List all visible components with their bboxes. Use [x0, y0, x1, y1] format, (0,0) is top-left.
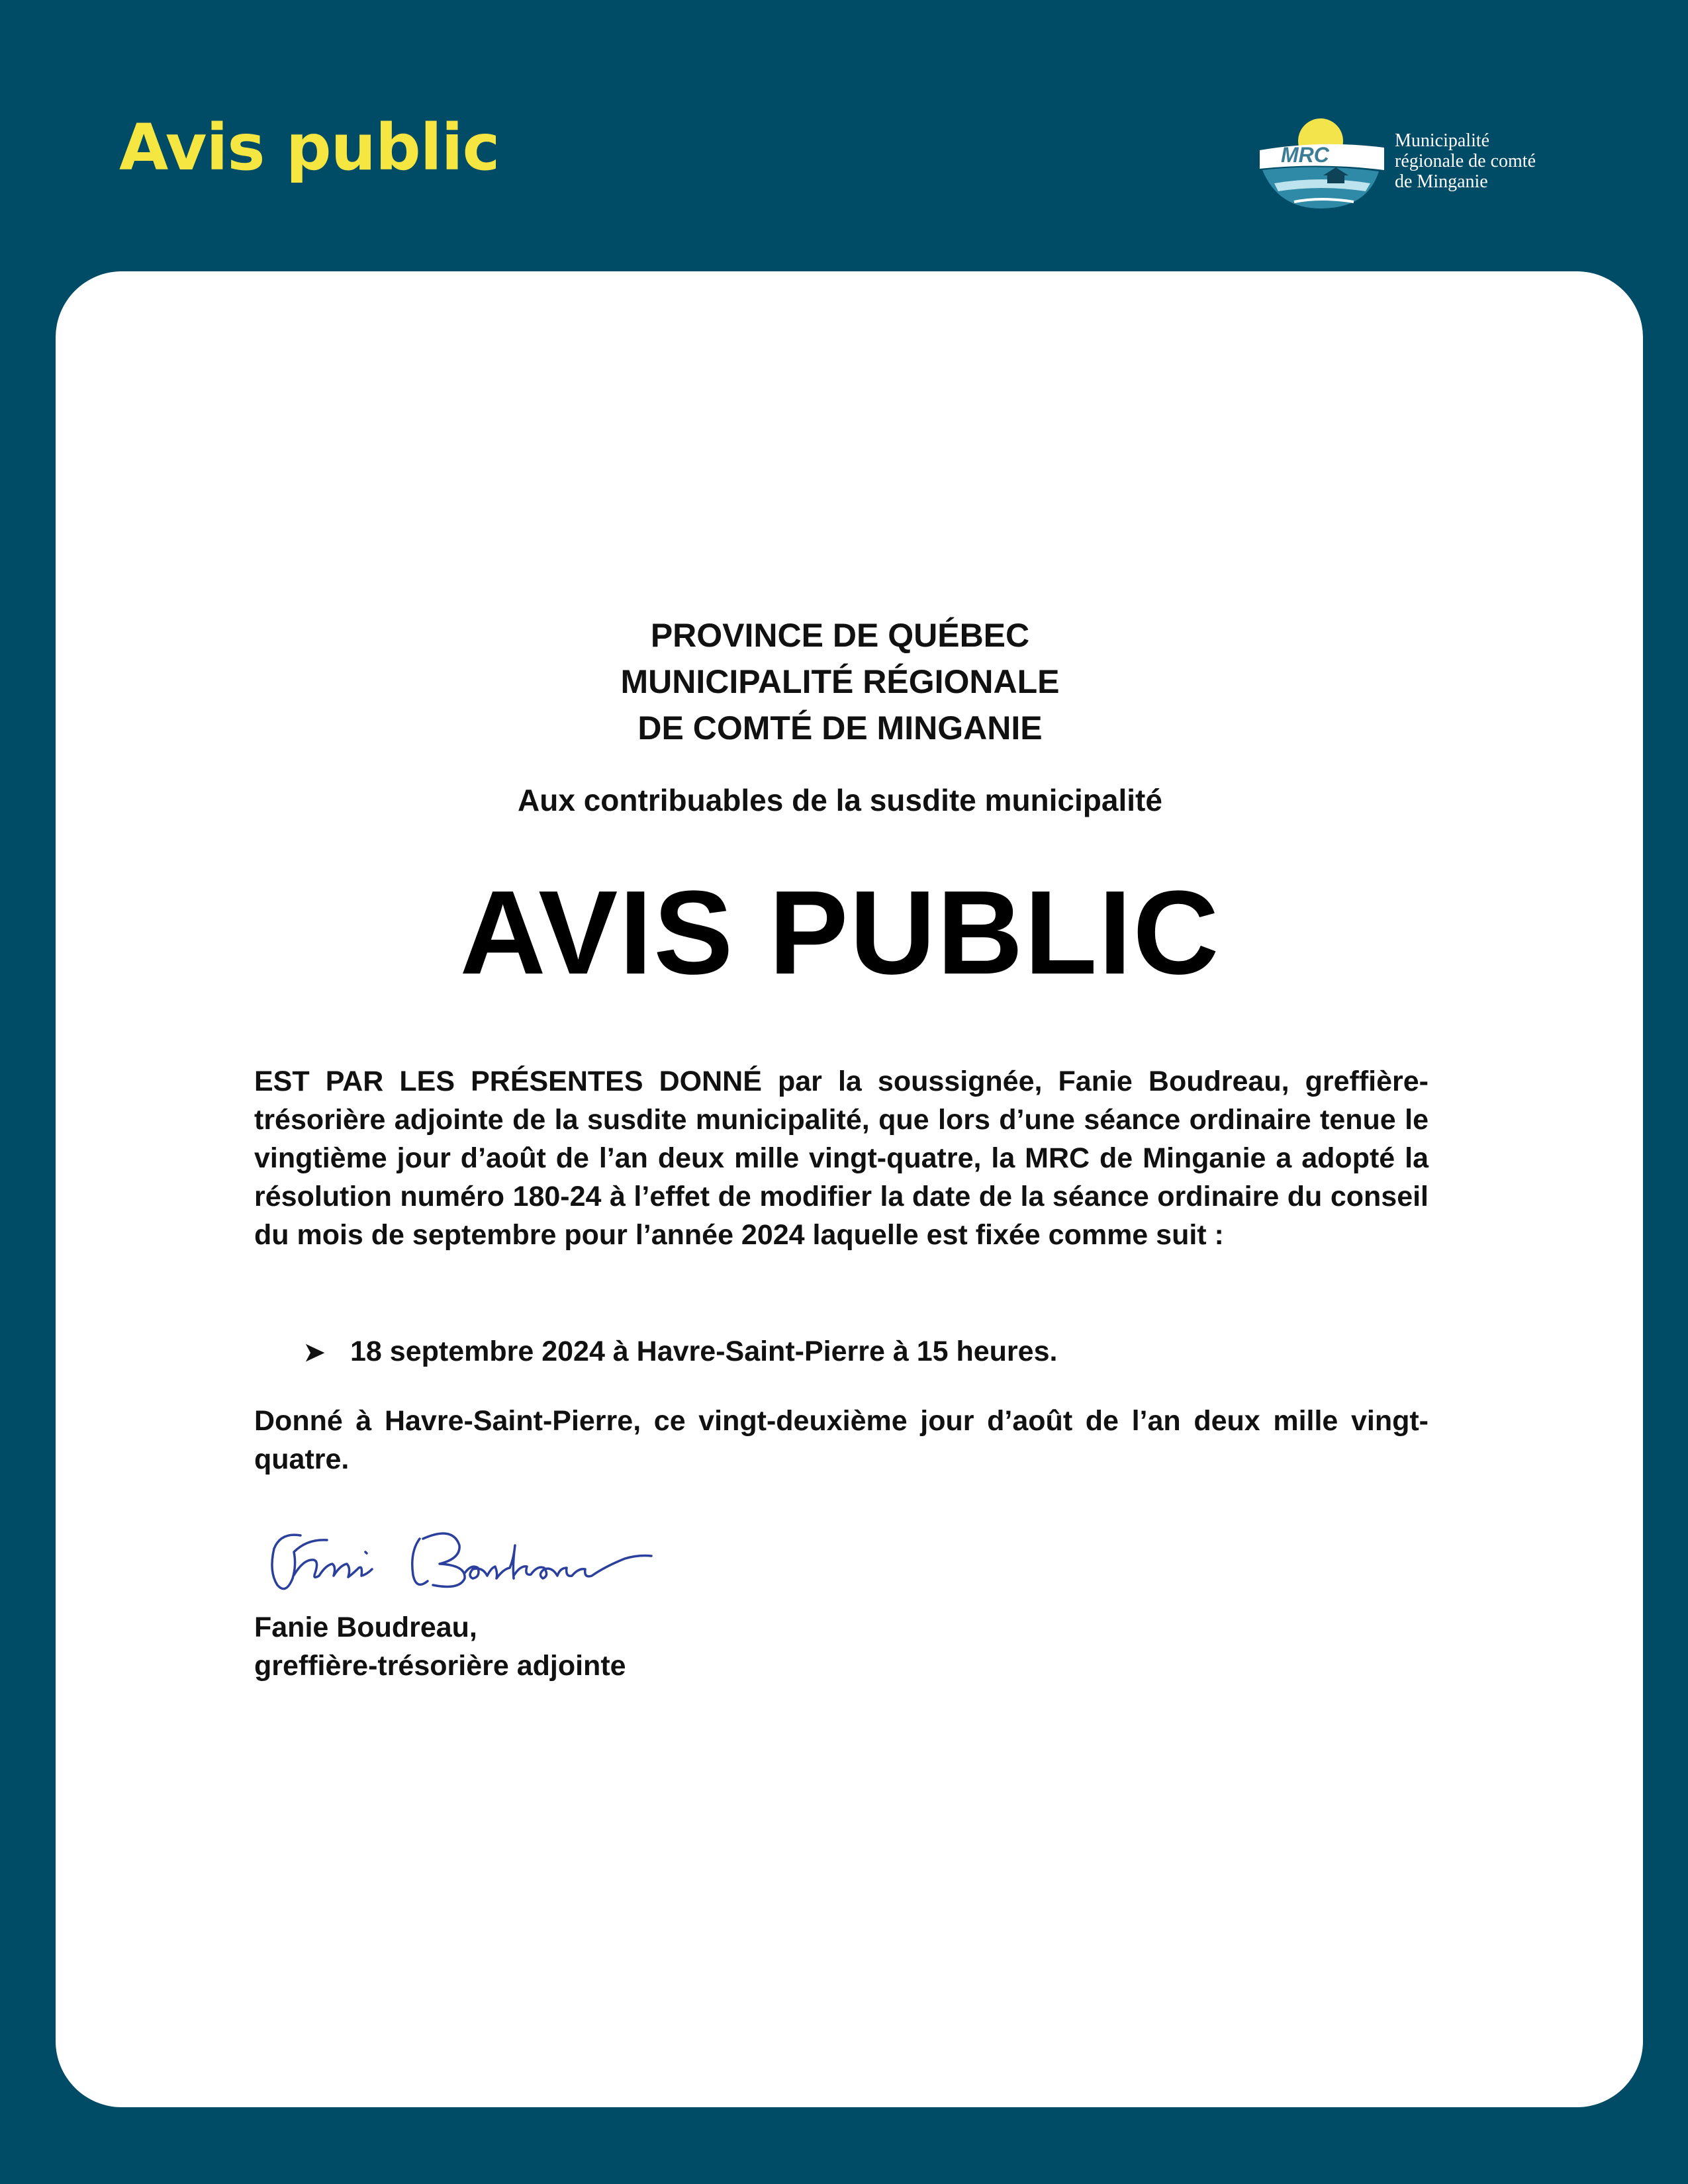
province-heading	[56, 612, 1624, 751]
meeting-date-text: 18 septembre 2024 à Havre-Saint-Pierre à 15 heures.	[350, 1336, 1058, 1367]
logo-text-line: de Minganie	[1395, 171, 1488, 192]
logo-text	[1395, 130, 1536, 192]
arrowhead-bullet-icon: ➤	[304, 1339, 325, 1367]
notice-paragraph-given: Donné à Havre-Saint-Pierre, ce vingt-deuxième jour d’août de l’an deux mille vingt-quatre.	[254, 1405, 1429, 1475]
notice-paragraph-main: EST PAR LES PRÉSENTES DONNÉ par la soussignée, Fanie Boudreau, greffière-trésorière adjointe de la susdite municipalité, que lors d’une séance ordinaire tenue le vingtième jour d’août de l’an deux mille vingt-quatre, la MRC de Minganie a adopté la résolution numéro 180-24 à l’effet de modifier la date de la séance ordinaire du conseil du mois de septembre pour l’année 2024 laquelle est fixée comme suit :	[254, 1066, 1429, 1251]
logo-text-line: régionale de comté	[1395, 151, 1536, 171]
signatory-block	[254, 1608, 626, 1685]
notice-big-title: AVIS PUBLIC	[459, 866, 1221, 999]
signatory-name: Fanie Boudreau,	[254, 1612, 477, 1643]
mrc-minganie-logo	[1254, 109, 1688, 215]
mrc-logo-icon	[1254, 109, 1387, 208]
logo-text-line: Municipalité	[1395, 130, 1490, 151]
signatory-title: greffière-trésorière adjointe	[254, 1650, 626, 1682]
heading-line: DE COMTÉ DE MINGANIE	[637, 709, 1043, 747]
svg-text:MRC: MRC	[1281, 143, 1329, 167]
page-header-title: Avis public	[119, 111, 500, 185]
heading-line: PROVINCE DE QUÉBEC	[650, 617, 1030, 654]
meeting-date-item	[304, 1336, 1057, 1368]
handwritten-signature	[254, 1512, 684, 1618]
heading-line: MUNICIPALITÉ RÉGIONALE	[620, 663, 1060, 700]
notice-subtitle: Aux contribuables de la susdite municipalité	[518, 783, 1162, 817]
notice-card	[56, 271, 1643, 2107]
